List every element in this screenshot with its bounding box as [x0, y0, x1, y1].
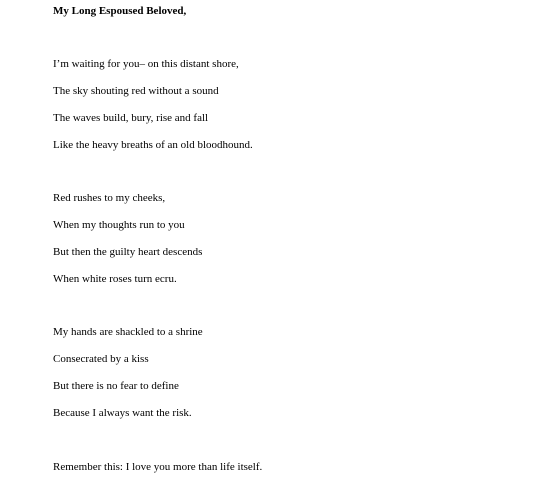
poem-line: My hands are shackled to a shrine	[53, 326, 203, 338]
poem-line: Like the heavy breaths of an old bloodhound.	[53, 139, 253, 151]
poem-line: Because I always want the risk.	[53, 407, 192, 419]
poem-line: Consecrated by a kiss	[53, 353, 149, 365]
poem-line: Remember this: I love you more than life itself.	[53, 461, 263, 473]
poem-line: But then the guilty heart descends	[53, 246, 203, 258]
poem-line: I’m waiting for you– on this distant shore,	[53, 58, 239, 70]
salutation: My Long Espoused Beloved,	[53, 5, 187, 17]
poem-line: Red rushes to my cheeks,	[53, 192, 166, 204]
poem-line: When my thoughts run to you	[53, 219, 185, 231]
poem-line: When white roses turn ecru.	[53, 273, 177, 285]
poem-line: But there is no fear to define	[53, 380, 179, 392]
poem-line: The sky shouting red without a sound	[53, 85, 219, 97]
poem-line: The waves build, bury, rise and fall	[53, 112, 209, 124]
